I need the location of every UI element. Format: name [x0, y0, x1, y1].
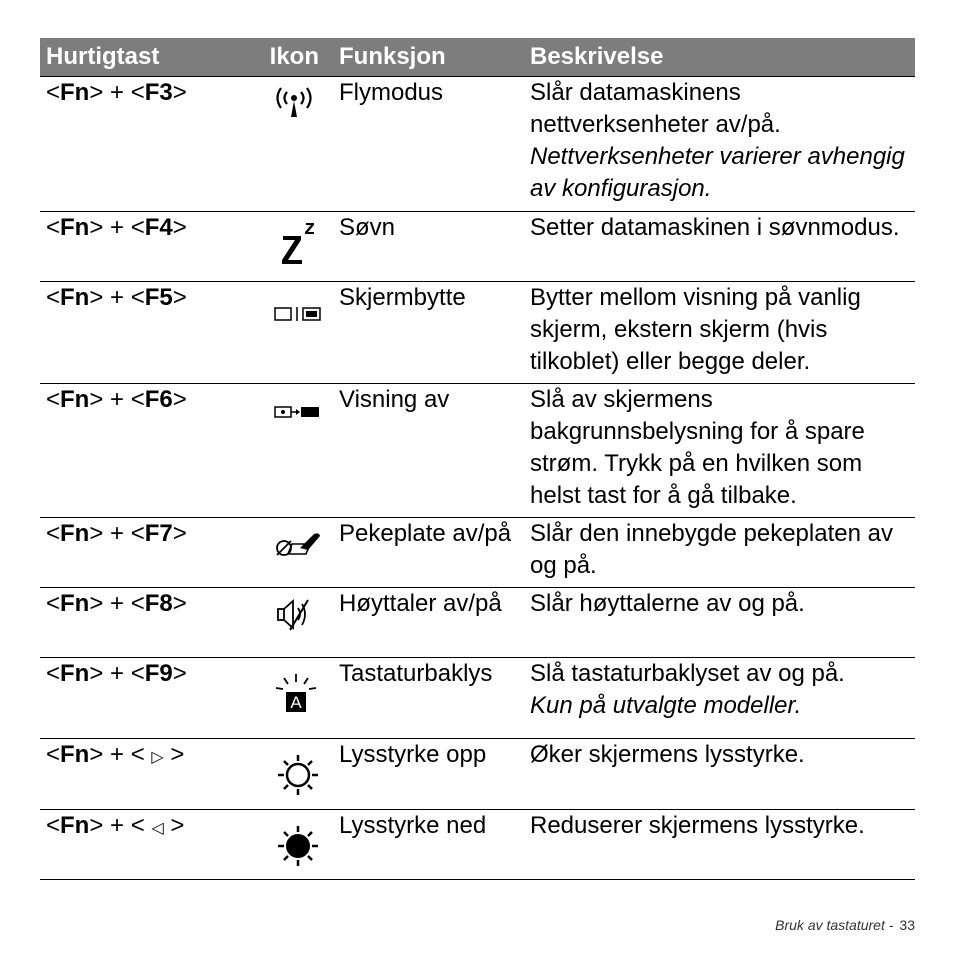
backlight-letter: A [290, 693, 302, 712]
function-cell: Lysstyrke ned [339, 812, 487, 839]
description-cell: Øker skjermens lysstyrke. [530, 741, 805, 768]
description-note: Nettverksenheter varierer avhengig av konfigurasjon. [530, 143, 905, 202]
table-row [40, 384, 915, 518]
display-off-icon [274, 404, 322, 420]
table-row [40, 810, 915, 880]
table-row [40, 212, 915, 282]
keyboard-backlight-icon [274, 674, 318, 714]
function-cell: Søvn [339, 214, 396, 241]
display-toggle-icon [274, 306, 322, 322]
shortcut-cell: <Fn> + <F6> [46, 386, 187, 413]
shortcut-cell: <Fn> + <F7> [46, 520, 187, 547]
shortcut-table [40, 38, 915, 880]
touchpad-toggle-icon [274, 530, 322, 558]
shortcut-cell: <Fn> + <F9> [46, 660, 187, 687]
table-row [40, 282, 915, 384]
table-row [40, 588, 915, 658]
table-header [40, 38, 915, 77]
shortcut-cell: <Fn> + <F8> [46, 590, 187, 617]
description-cell: Slår den innebygde pekeplaten av og på. [530, 520, 893, 579]
table-row [40, 518, 915, 588]
header-icon: Ikon [269, 43, 319, 70]
function-cell: Høyttaler av/på [339, 590, 502, 617]
description-cell: Slår høyttalerne av og på. [530, 590, 805, 617]
table-row [40, 658, 915, 739]
function-cell: Skjermbytte [339, 284, 466, 311]
description-cell: Bytter mellom visning på vanlig skjerm, ekstern skjerm (hvis tilkoblet) eller begge deler. [530, 284, 861, 375]
function-cell: Tastaturbaklys [339, 660, 493, 687]
shortcut-cell: <Fn> + <F4> [46, 214, 187, 241]
function-cell: Pekeplate av/på [339, 520, 512, 547]
header-description: Beskrivelse [530, 43, 664, 70]
brightness-up-icon [276, 753, 320, 797]
description-cell: Slå av skjermens bakgrunnsbelysning for å spare strøm. Trykk på en hvilken som helst tast for å gå tilbake. [530, 386, 865, 509]
shortcut-cell: <Fn> + <F3> [46, 79, 187, 106]
table-row [40, 739, 915, 810]
shortcut-cell: <Fn> + <F5> [46, 284, 187, 311]
wireless-icon [271, 87, 317, 119]
footer-section: Bruk av tastaturet - [775, 917, 894, 933]
shortcut-cell: <Fn> + < ◁ > [46, 812, 185, 839]
description-note: Kun på utvalgte modeller. [530, 692, 802, 719]
page-footer [775, 917, 915, 933]
description-cell: Reduserer skjermens lysstyrke. [530, 812, 865, 839]
sleep-icon [280, 220, 320, 266]
description-cell: Setter datamaskinen i søvnmodus. [530, 214, 900, 241]
table-row [40, 77, 915, 212]
description-cell: Slår datamaskinens nettverksenheter av/på. Nettverksenheter varierer avhengig av konfigurasjon. [530, 77, 915, 211]
description-cell: Slå tastaturbaklyset av og på. Kun på utvalgte modeller. [530, 658, 915, 738]
function-cell: Lysstyrke opp [339, 741, 487, 768]
function-cell: Flymodus [339, 79, 444, 106]
shortcut-cell: <Fn> + < ▷ > [46, 741, 185, 768]
speaker-mute-icon [276, 598, 316, 632]
header-shortcut: Hurtigtast [46, 43, 160, 70]
function-cell: Visning av [339, 386, 450, 413]
brightness-down-icon [276, 824, 320, 868]
page-number: 33 [899, 917, 915, 933]
header-function: Funksjon [339, 43, 446, 70]
